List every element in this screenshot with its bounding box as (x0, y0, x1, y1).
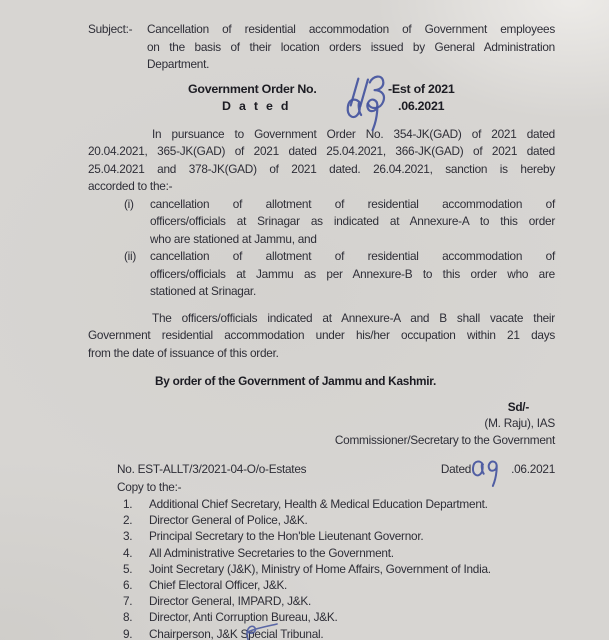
copy-item-number: 5. (123, 561, 133, 576)
item-body (150, 196, 555, 249)
reference-date (441, 461, 555, 479)
subject-block (88, 21, 555, 74)
copy-item (123, 626, 555, 640)
copy-item-number: 6. (123, 578, 133, 593)
copy-item (123, 609, 555, 625)
copy-item-number: 7. (123, 594, 133, 609)
order-date-line (222, 98, 555, 116)
copy-item-text: Additional Chief Secretary, Health & Medical Education Department. (149, 497, 488, 511)
subject-line: on the basis of their location orders issued by General Administration (147, 39, 555, 54)
order-number-prefix: Government Order No. (188, 81, 317, 96)
copy-item (123, 593, 555, 609)
reference-date-suffix: .06.2021 (511, 462, 555, 476)
copy-item-text: Principal Secretary to the Hon'ble Lieutenant Governor. (149, 529, 424, 544)
item-body (150, 248, 555, 301)
copy-item (123, 512, 555, 528)
signature-sd: Sd/- (507, 399, 529, 414)
item-marker: (ii) (124, 249, 137, 263)
copy-item-text: Chief Electoral Officer, J&K. (149, 578, 288, 593)
copy-item-text: All Administrative Secretaries to the Government. (149, 545, 394, 560)
signature-block (88, 399, 555, 449)
copy-item (123, 561, 555, 577)
order-dated-label: Dated (222, 99, 297, 113)
copy-item-number: 1. (123, 497, 133, 511)
handwritten-order-number-value (317, 81, 318, 82)
copy-item-text: Joint Secretary (J&K), Ministry of Home Affairs, Government of India. (149, 561, 491, 576)
item-line: who are stationed at Jammu, and (150, 231, 317, 246)
copy-item-text: Chairperson, J&K Special Tribunal. (149, 626, 324, 640)
paragraph-line: 25.04.2021 and 378-JK(GAD) of 2021 dated. 26.04.2021, sanction is hereby (88, 161, 555, 176)
sanction-item-ii (124, 248, 555, 301)
order-number-suffix: -Est of 2021 (388, 81, 455, 96)
paragraph-line: In pursuance to Government Order No. 354-JK(GAD) of 2021 dated (152, 126, 555, 141)
item-line: stationed at Srinagar. (150, 284, 256, 298)
subject-line: Cancellation of residential accommodation of Government employees (147, 22, 555, 36)
signature-name: (M. Raju), IAS (484, 416, 555, 430)
item-marker: (i) (124, 196, 134, 211)
copy-item-number: 9. (123, 626, 133, 640)
paragraph-line: from the date of issuance of this order. (88, 345, 279, 360)
paragraph-line: 20.04.2021, 365-JK(GAD) of 2021 dated 25.04.2021, 366-JK(GAD) of 2021 dated (88, 144, 555, 158)
item-line: officers/officials at Srinagar as indicated at Annexure-A to this order (150, 214, 555, 228)
paragraph-line: Government residential accommodation under his/her occupation within 21 days (88, 328, 555, 342)
copy-item-number: 4. (123, 545, 133, 560)
item-line: cancellation of allotment of residential accommodation of (150, 249, 555, 263)
signature-designation: Commissioner/Secretary to the Government (334, 432, 555, 447)
copy-item (123, 528, 555, 544)
reference-row (117, 461, 555, 479)
sanction-items (88, 196, 555, 301)
reference-dated-label: Dated (440, 462, 472, 476)
item-line: cancellation of allotment of residential accommodation of (150, 196, 555, 211)
copy-item-number: 3. (123, 529, 133, 544)
handwritten-order-date (344, 94, 384, 134)
subject-text (147, 21, 555, 74)
copy-item-number: 8. (123, 610, 133, 625)
copy-to-list (123, 496, 555, 640)
handwritten-order-date-value (296, 98, 297, 99)
copy-item-text: Director General of Police, J&K. (149, 513, 308, 528)
item-line: officers/officials at Jammu as per Annexure-B to this order who are (150, 266, 555, 281)
paragraph-vacate (88, 310, 555, 363)
pen-mark-squiggle (240, 620, 282, 640)
copy-item (123, 496, 555, 512)
paragraph-line: accorded to the:- (88, 179, 173, 193)
copy-item-text: Director, Anti Corruption Bureau, J&K. (149, 610, 338, 625)
handwritten-reference-date (470, 457, 502, 489)
subject-label: Subject:- (88, 22, 133, 36)
paragraph-line: The officers/officials indicated at Annexure-A and B shall vacate their (152, 310, 555, 325)
copy-item-text: Director General, IMPARD, J&K. (149, 594, 312, 609)
order-number-block (88, 81, 555, 116)
copy-item (123, 545, 555, 561)
copy-to-label: Copy to the:- (117, 479, 182, 494)
copy-item-number: 2. (123, 513, 133, 528)
by-order-line: By order of the Government of Jammu and Kashmir. (155, 374, 437, 388)
paragraph-pursuance (88, 126, 555, 196)
document-content (88, 21, 555, 640)
subject-line: Department. (147, 57, 210, 71)
sanction-item-i (124, 196, 555, 249)
order-date-suffix: .06.2021 (398, 99, 445, 113)
copy-item (123, 577, 555, 593)
reference-number: No. EST-ALLT/3/2021-04-O/o-Estates (117, 462, 307, 476)
